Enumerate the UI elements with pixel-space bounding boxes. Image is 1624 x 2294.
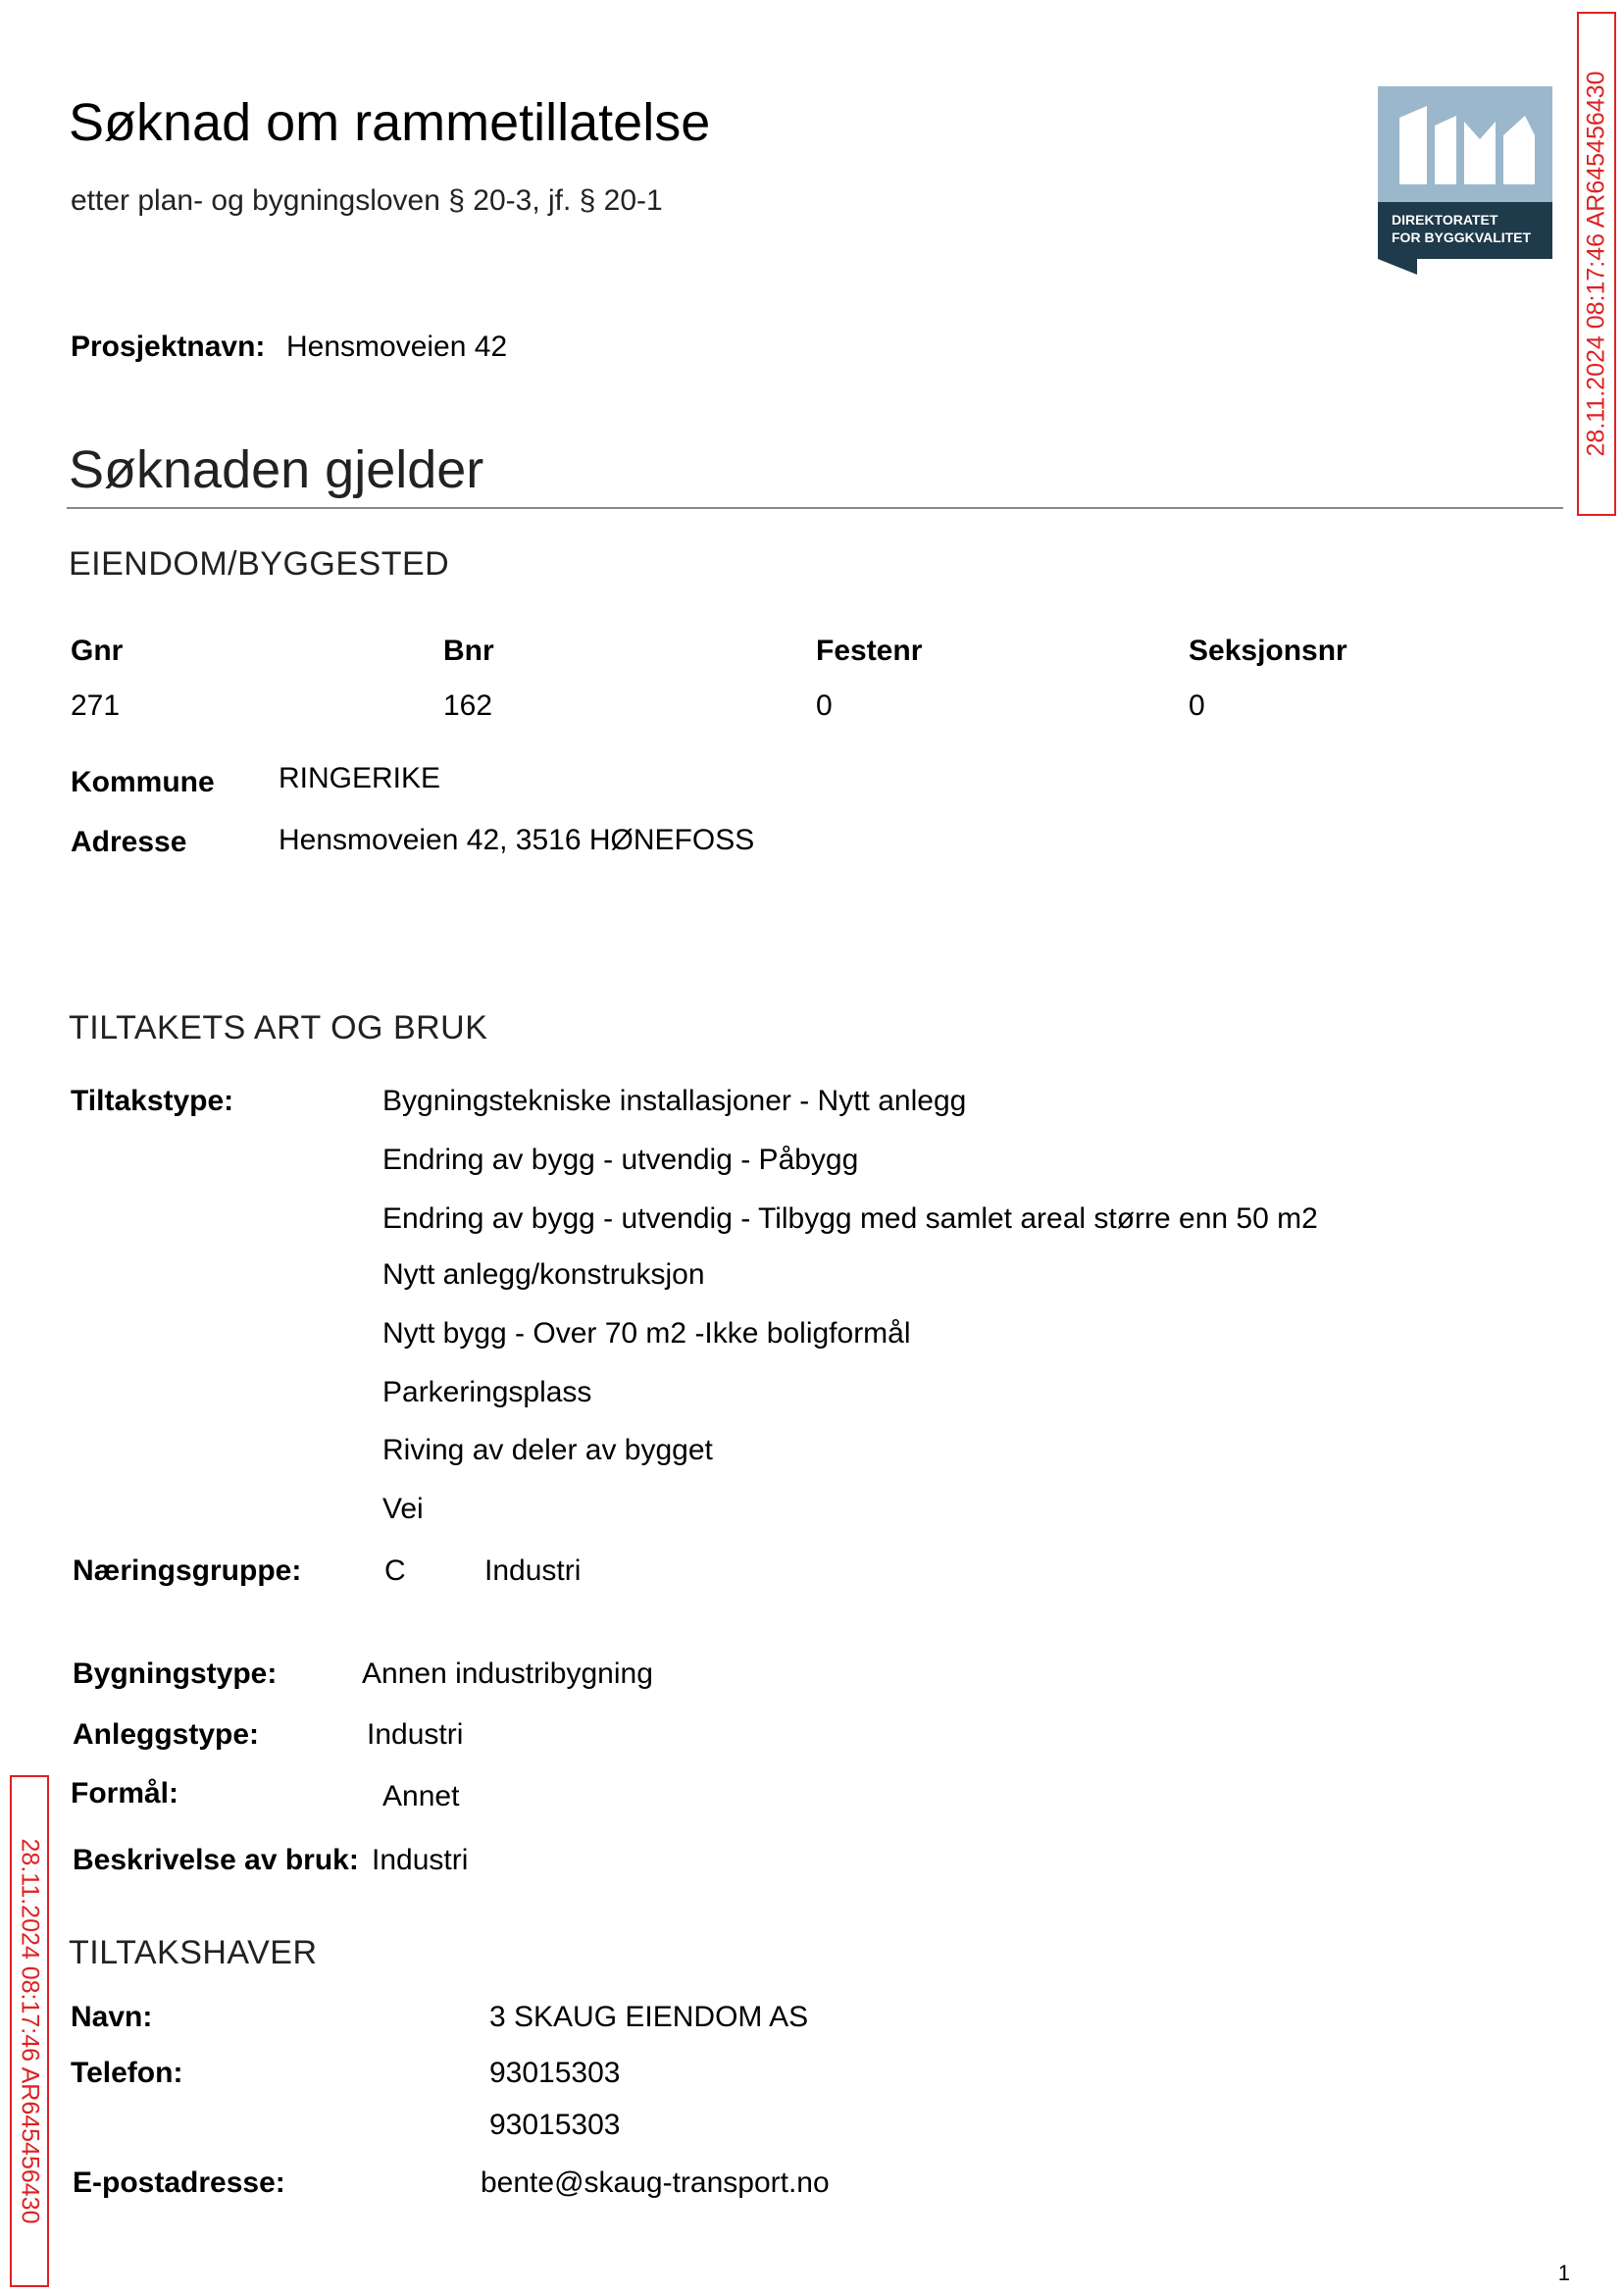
stamp-text: 28.11.2024 08:17:46 AR645456430 [1582,71,1610,457]
bnr-label: Bnr [443,635,494,667]
telefon-value: 93015303 [489,2109,621,2141]
timestamp-stamp-left [10,1775,49,2287]
tiltakstype-item: Endring av bygg - utvendig - Tilbygg med samlet areal større enn 50 m2 [382,1202,1318,1235]
section-title: Søknaden gjelder [69,440,484,499]
tiltakstype-item: Vei [382,1493,424,1525]
beskrivelse-label: Beskrivelse av bruk: [73,1844,359,1876]
adresse-value: Hensmoveien 42, 3516 HØNEFOSS [279,824,755,856]
naeringsgruppe-label: Næringsgruppe: [73,1555,302,1587]
logo-text-line1: DIREKTORATET [1392,212,1498,228]
formal-value: Annet [382,1780,460,1812]
tiltakshaver-heading: TILTAKSHAVER [69,1934,318,1971]
tiltak-heading: TILTAKETS ART OG BRUK [69,1009,488,1046]
anleggstype-label: Anleggstype: [73,1718,260,1751]
seksjonsnr-label: Seksjonsnr [1189,635,1347,667]
formal-label: Formål: [71,1777,179,1810]
anleggstype-value: Industri [367,1718,464,1751]
tiltakstype-label: Tiltakstype: [71,1085,234,1117]
tiltakstype-item: Riving av deler av bygget [382,1434,713,1466]
document-title: Søknad om rammetillatelse [69,93,711,152]
naeringsgruppe-code: C [384,1555,406,1587]
bygningstype-value: Annen industribygning [362,1657,653,1690]
festenr-value: 0 [816,689,833,722]
epost-label: E-postadresse: [73,2167,285,2199]
gnr-value: 271 [71,689,121,722]
bnr-value: 162 [443,689,493,722]
telefon-value: 93015303 [489,2057,621,2089]
logo-tab [1378,259,1417,275]
stamp-text: 28.11.2024 08:17:46 AR645456430 [16,1838,44,2224]
logo-text-line2: FOR BYGGKVALITET [1392,229,1532,245]
adresse-label: Adresse [71,826,187,858]
kommune-label: Kommune [71,766,215,798]
tiltakstype-item: Nytt anlegg/konstruksjon [382,1258,705,1291]
property-heading: EIENDOM/BYGGESTED [69,545,450,583]
navn-value: 3 SKAUG EIENDOM AS [489,2001,809,2033]
page-number: 1 [1557,2261,1570,2285]
tiltakstype-item: Parkeringsplass [382,1376,592,1408]
project-name-value: Hensmoveien 42 [286,331,508,363]
bygningstype-label: Bygningstype: [73,1657,278,1690]
tiltakstype-item: Nytt bygg - Over 70 m2 -Ikke boligformål [382,1317,911,1350]
seksjonsnr-value: 0 [1189,689,1205,722]
logo-graphic [1378,86,1552,275]
dibk-logo [1378,86,1552,275]
beskrivelse-value: Industri [372,1844,469,1876]
gnr-label: Gnr [71,635,124,667]
document-subtitle: etter plan- og bygningsloven § 20-3, jf. § 20-1 [71,184,663,217]
section-divider [67,507,1563,509]
navn-label: Navn: [71,2001,153,2033]
timestamp-stamp-top [1577,12,1616,516]
epost-value: bente@skaug-transport.no [481,2167,830,2199]
kommune-value: RINGERIKE [279,762,441,794]
project-name-label: Prosjektnavn: [71,331,266,363]
telefon-label: Telefon: [71,2057,183,2089]
festenr-label: Festenr [816,635,923,667]
tiltakstype-item: Bygningstekniske installasjoner - Nytt anlegg [382,1085,967,1117]
tiltakstype-item: Endring av bygg - utvendig - Påbygg [382,1144,859,1176]
naeringsgruppe-name: Industri [484,1555,582,1587]
